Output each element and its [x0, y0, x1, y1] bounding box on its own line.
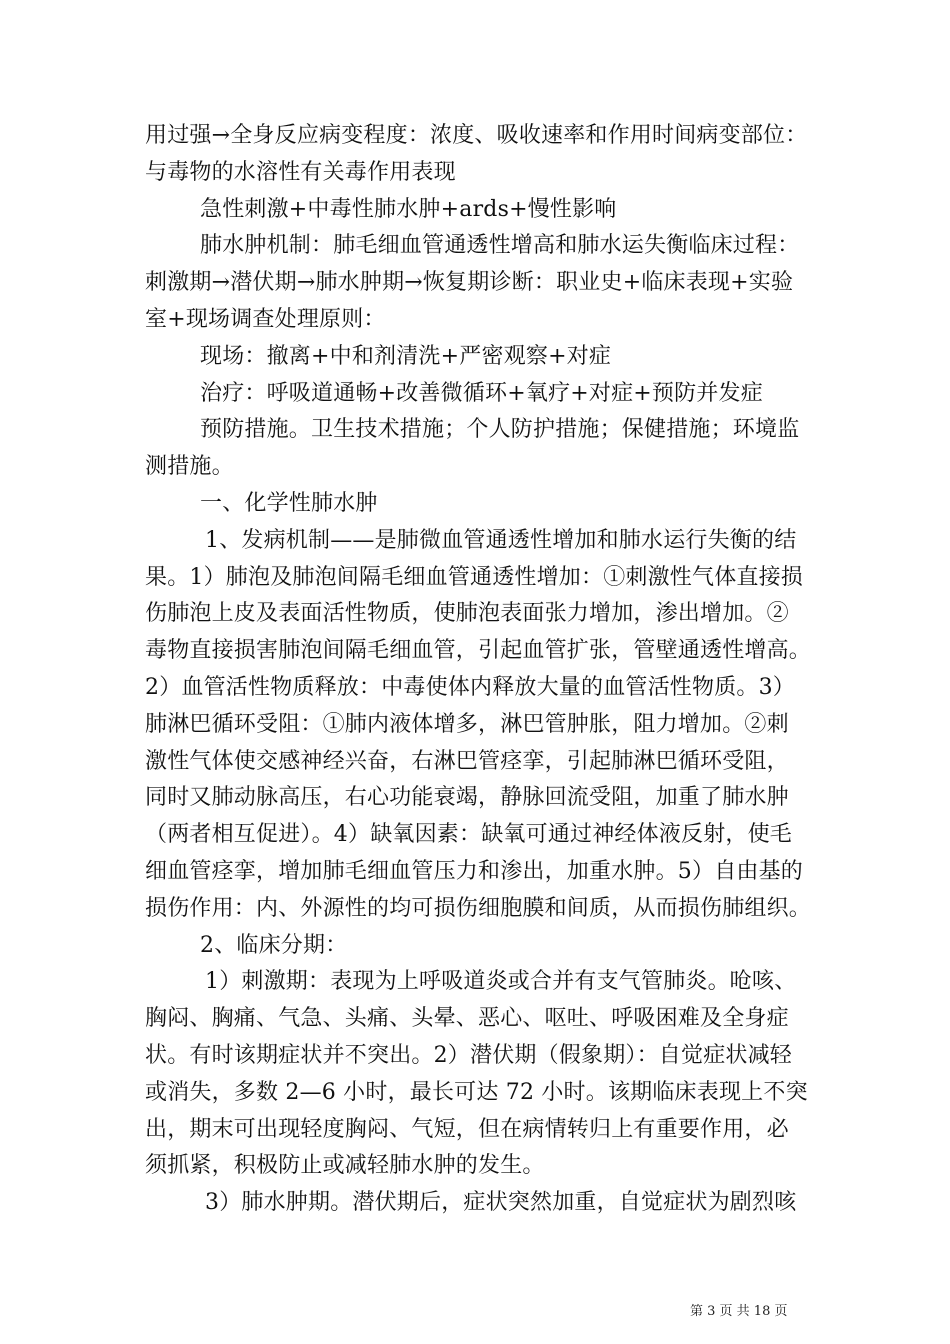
- text-line: 用过强→全身反应病变程度：浓度、吸收速率和作用时间病变部位：: [145, 123, 808, 148]
- text-line: 预防措施。卫生技术措施；个人防护措施；保健措施；环境监: [200, 417, 800, 443]
- text-line: 肺水肿机制：肺毛细血管通透性增高和肺水运失衡临床过程：: [200, 233, 800, 259]
- text-line: 肺淋巴循环受阻：①肺内液体增多，淋巴管肿胀，阻力增加。②刺: [145, 711, 789, 737]
- text-line: （两者相互促进）。4）缺氧因素：缺氧可通过神经体液反射，使毛: [145, 822, 792, 848]
- section-heading: 一、化学性肺水肿: [200, 490, 378, 516]
- section-heading: 2、临床分期：: [200, 932, 348, 958]
- text-line: 毒物直接损害肺泡间隔毛细血管，引起血管扩张，管壁通透性增高。: [145, 638, 812, 664]
- text-line: 细血管痉挛，增加肺毛细血管压力和渗出，加重水肿。5）自由基的: [145, 858, 803, 884]
- text-line: 室+现场调查处理原则：: [145, 306, 386, 332]
- text-line: 出，期末可出现轻度胸闷、气短，但在病情转归上有重要作用，必: [145, 1116, 789, 1142]
- text-line: 同时又肺动脉高压，右心功能衰竭，静脉回流受阻，加重了肺水肿: [145, 785, 789, 811]
- document-body: [145, 118, 825, 1222]
- text-line: 测措施。: [145, 454, 234, 480]
- text-line: 状。有时该期症状并不突出。2）潜伏期（假象期）：自觉症状减轻: [145, 1042, 792, 1068]
- text-line: 3）肺水肿期。潜伏期后，症状突然加重，自觉症状为剧烈咳: [205, 1190, 797, 1216]
- text-line: 1）刺激期：表现为上呼吸道炎或合并有支气管肺炎。呛咳、: [205, 969, 797, 995]
- text-line: 损伤作用：内、外源性的均可损伤细胞膜和间质，从而损伤肺组织。: [145, 895, 812, 921]
- text-line: 急性刺激+中毒性肺水肿+ards+慢性影响: [200, 196, 617, 222]
- text-line: 激性气体使交感神经兴奋，右淋巴管痉挛，引起肺淋巴循环受阻，: [145, 748, 789, 774]
- text-line: 果。1）肺泡及肺泡间隔毛细血管通透性增加：①刺激性气体直接损: [145, 564, 803, 590]
- text-line: 刺激期→潜伏期→肺水肿期→恢复期诊断：职业史+临床表现+实验: [145, 270, 794, 296]
- text-line: 治疗：呼吸道通畅+改善微循环+氧疗+对症+预防并发症: [200, 380, 763, 406]
- text-line: 伤肺泡上皮及表面活性物质，使肺泡表面张力增加，渗出增加。②: [145, 601, 789, 627]
- text-line: 2）血管活性物质释放：中毒使体内释放大量的血管活性物质。3）: [145, 674, 795, 700]
- text-line: 1、发病机制——是肺微血管通透性增加和肺水运行失衡的结: [205, 527, 797, 553]
- text-line: 与毒物的水溶性有关毒作用表现: [145, 159, 456, 185]
- text-line: 或消失，多数 2—6 小时，最长可达 72 小时。该期临床表现上不突: [145, 1079, 808, 1105]
- text-line: 须抓紧，积极防止或减轻肺水肿的发生。: [145, 1153, 545, 1179]
- text-line: 胸闷、胸痛、气急、头痛、头晕、恶心、呕吐、呼吸困难及全身症: [145, 1006, 789, 1032]
- page-number: 第 3 页 共 18 页: [690, 1304, 788, 1319]
- text-line: 现场：撤离+中和剂清洗+严密观察+对症: [200, 343, 612, 369]
